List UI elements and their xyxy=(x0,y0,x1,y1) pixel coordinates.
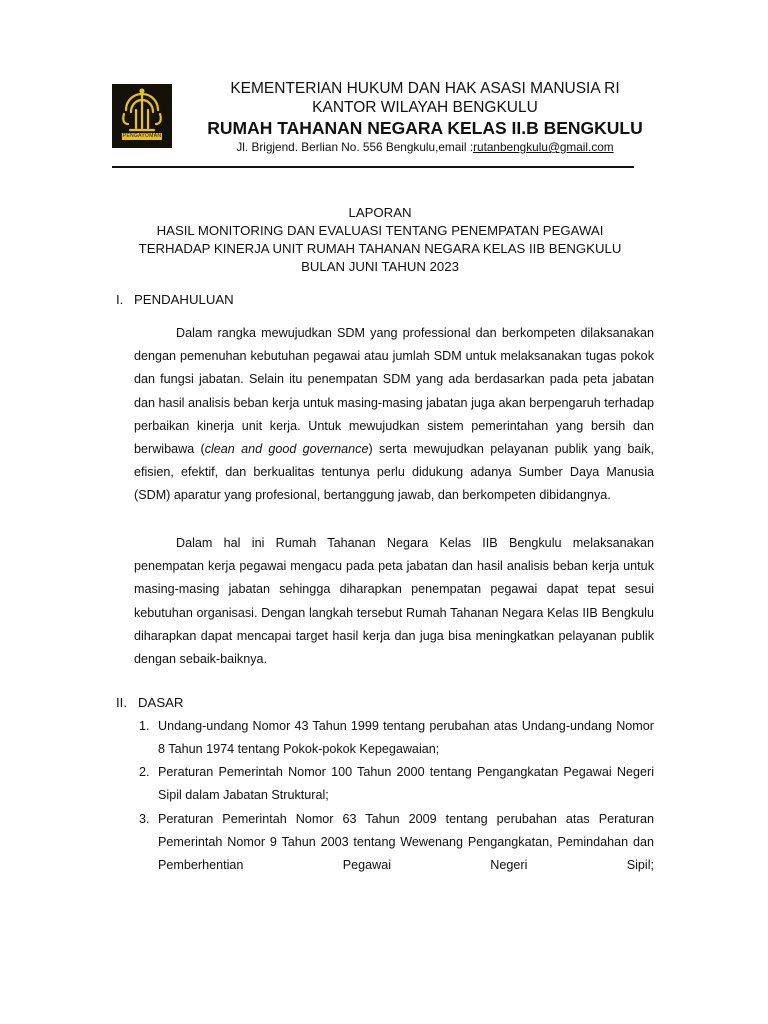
section-heading-dasar xyxy=(116,695,183,710)
legal-basis-item-2 xyxy=(134,761,654,807)
list-item-text: Undang-undang Nomor 43 Tahun 1999 tentang perubahan atas Undang-undang Nomor 8 Tahun 1974 tentang Pokok-pokok Kepegawaian; xyxy=(158,719,654,757)
list-item-text: Peraturan Pemerintah Nomor 63 Tahun 2009 tentang perubahan atas Peraturan Pemerintah Nomor 9 Tahun 2003 tentang Wewenang Pengangkatan, Pemindahan dan Pemberhentian Pegawai Negeri Sipil; xyxy=(158,812,654,873)
email-link[interactable]: rutanbengkulu@gmail.com xyxy=(473,140,614,154)
list-marker: 2. xyxy=(139,765,150,779)
paragraph-intro-1 xyxy=(134,322,654,508)
legal-basis-item-3 xyxy=(134,808,654,878)
report-period: BULAN JUNI TAHUN 2023 xyxy=(301,259,459,274)
list-item xyxy=(134,715,654,761)
report-subtitle-line-1: HASIL MONITORING DAN EVALUASI TENTANG PENEMPATAN PEGAWAI xyxy=(156,223,604,238)
letterhead-divider xyxy=(112,166,634,168)
list-marker: 1. xyxy=(139,719,150,733)
paragraph-text: Dalam rangka mewujudkan SDM yang professional dan berkompeten dilaksanakan dengan pemenuhan kebutuhan pegawai atau jumlah SDM untuk melaksanakan tugas pokok dan fungsi jabatan. Selain itu penempatan SDM yang ada berdasarkan pada peta jabatan dan hasil analisis beban kerja untuk masing-masing jabatan juga akan berpengaruh terhadap perbaikan kinerja unit kerja. Untuk mewujudkan sistem pemerintahan yang bersih dan berwibawa ( xyxy=(134,326,654,457)
paragraph-italic-text: clean and good governance xyxy=(204,442,369,457)
list-marker: 3. xyxy=(139,812,150,826)
paragraph-text: ) serta mewujudkan pelayanan publik yang baik, efisien, efektif, dan berkualitas tentunya perlu didukung adanya Sumber Daya Manusia (SDM) aparatur yang profesional, bertanggung jawab, dan berkompeten dibidangnya. xyxy=(134,442,654,503)
regional-office-name: KANTOR WILAYAH BENGKULU xyxy=(312,99,538,116)
institution-logo xyxy=(112,84,172,148)
list-item xyxy=(134,761,654,807)
logo-caption: PENGAYOMAN xyxy=(122,133,162,139)
list-item xyxy=(134,808,654,878)
paragraph-intro-2: Dalam hal ini Rumah Tahanan Negara Kelas IIB Bengkulu melaksanakan penempatan kerja pegawai mengacu pada peta jabatan dan hasil analisis beban kerja untuk masing-masing jabatan sehingga diharapkan penempatan pegawai dapat tepat sesui kebutuhan organisasi. Dengan langkah tersebut Rumah Tahanan Negara Kelas IIB Bengkulu diharapkan dapat mencapai target hasil kerja dan juga bisa meningkatkan pelayanan publik dengan sebaik-baiknya. xyxy=(134,536,654,667)
institution-name: RUMAH TAHANAN NEGARA KELAS II.B BENGKULU xyxy=(207,118,643,138)
section-heading-pendahuluan xyxy=(116,292,234,307)
legal-basis-item-1 xyxy=(134,715,654,761)
report-subtitle-line-2: TERHADAP KINERJA UNIT RUMAH TAHANAN NEGARA KELAS IIB BENGKULU xyxy=(138,241,622,256)
section-title: DASAR xyxy=(138,695,184,710)
section-number: I. xyxy=(116,292,124,307)
address-line xyxy=(180,140,670,154)
list-item-text: Peraturan Pemerintah Nomor 100 Tahun 2000 tentang Pengangkatan Pegawai Negeri Sipil dalam Jabatan Struktural; xyxy=(158,765,654,803)
report-title: LAPORAN xyxy=(348,205,412,220)
ministry-name: KEMENTERIAN HUKUM DAN HAK ASASI MANUSIA RI xyxy=(230,80,620,97)
address-text: Jl. Brigjend. Berlian No. 556 Bengkulu,email : xyxy=(236,140,474,154)
section-title: PENDAHULUAN xyxy=(134,292,234,307)
section-number: II. xyxy=(116,695,127,710)
